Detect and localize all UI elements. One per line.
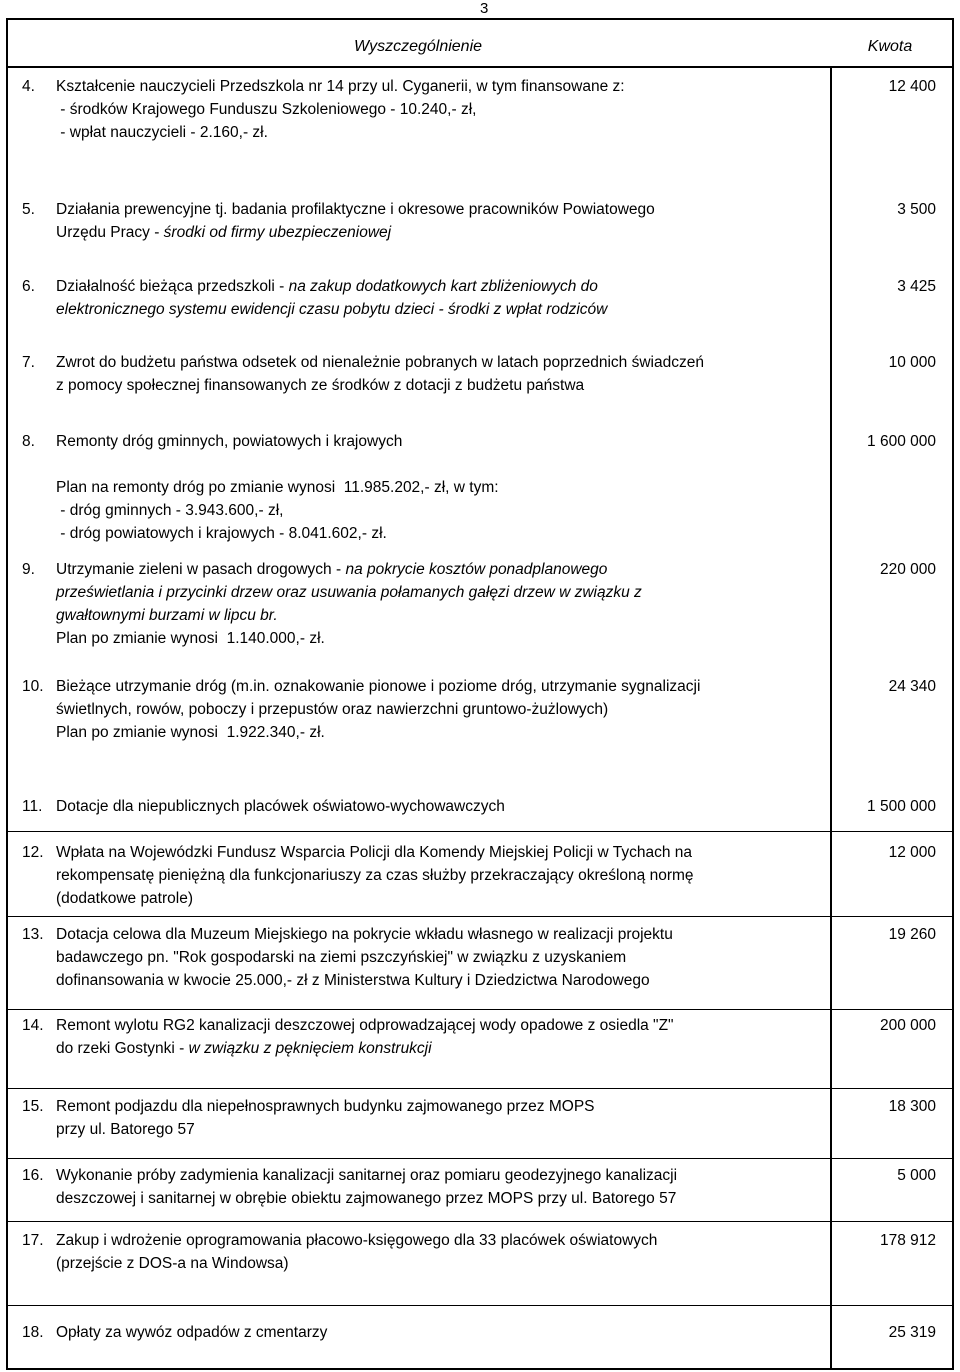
- row-number: 7.: [22, 354, 35, 371]
- text-segment: Kształcenie nauczycieli Przedszkola nr 14 przy ul. Cyganerii, w tym finansowane z:: [56, 78, 625, 95]
- description-line: [56, 923, 816, 946]
- row-description: [56, 558, 816, 650]
- row-amount: 3 425: [897, 278, 936, 295]
- row-description: [56, 923, 816, 992]
- row-amount: 10 000: [888, 354, 936, 371]
- table-row: [8, 278, 952, 353]
- description-line: [56, 581, 816, 604]
- text-segment: do rzeki Gostynki -: [56, 1040, 189, 1057]
- description-line: [56, 887, 816, 910]
- text-segment: - dróg powiatowych i krajowych - 8.041.602,- zł.: [56, 525, 387, 542]
- row-amount: 5 000: [897, 1167, 936, 1184]
- row-description: [56, 75, 816, 144]
- table-row: [8, 353, 952, 428]
- description-line: [56, 1252, 816, 1275]
- description-line: [56, 1037, 816, 1060]
- text-segment: środki od firmy ubezpieczeniowej: [163, 224, 392, 241]
- text-segment: przy ul. Batorego 57: [56, 1121, 195, 1138]
- text-segment: Opłaty za wywóz odpadów z cmentarzy: [56, 1324, 328, 1341]
- row-amount: 12 400: [888, 78, 936, 95]
- row-amount: 12 000: [888, 844, 936, 861]
- table-body: [8, 68, 952, 1370]
- table-row: [8, 68, 952, 208]
- row-description: [56, 198, 816, 244]
- description-line: [56, 1014, 816, 1037]
- table-row: [8, 1221, 952, 1306]
- row-number: 12.: [22, 844, 44, 861]
- text-segment: Działalność bieżąca przedszkoli -: [56, 278, 289, 295]
- row-description: [56, 1095, 816, 1141]
- description-line: [56, 627, 816, 650]
- table-row: [8, 201, 952, 278]
- description-line: [56, 721, 816, 744]
- row-description: [56, 430, 816, 545]
- text-segment: Działania prewencyjne tj. badania profilaktyczne i okresowe pracowników Powiatowego: [56, 201, 655, 218]
- text-segment: Dotacja celowa dla Muzeum Miejskiego na pokrycie wkładu własnego w realizacji projektu: [56, 926, 673, 943]
- row-amount: 24 340: [888, 678, 936, 695]
- text-segment: Remont podjazdu dla niepełnosprawnych budynku zajmowanego przez MOPS: [56, 1098, 595, 1115]
- text-segment: rekompensatę pieniężną dla funkcjonariuszy za czas służby przekraczający określoną normę: [56, 867, 694, 884]
- row-description: [56, 841, 816, 910]
- text-segment: Wpłata na Wojewódzki Fundusz Wsparcia Policji dla Komendy Miejskiej Policji w Tychach na: [56, 844, 693, 861]
- text-segment: Zakup i wdrożenie oprogramowania płacowo-księgowego dla 33 placówek oświatowych: [56, 1232, 658, 1249]
- row-number: 5.: [22, 201, 35, 218]
- table-row: [8, 1158, 952, 1222]
- description-line: [56, 351, 816, 374]
- description-line: [56, 1229, 816, 1252]
- description-line: [56, 499, 816, 522]
- row-number: 4.: [22, 78, 35, 95]
- text-segment: Utrzymanie zieleni w pasach drogowych -: [56, 561, 346, 578]
- table-row: [8, 667, 952, 775]
- row-amount: 3 500: [897, 201, 936, 218]
- description-line: [56, 198, 816, 221]
- text-segment: Plan po zmianie wynosi 1.922.340,- zł.: [56, 724, 325, 741]
- description-line: [56, 604, 816, 627]
- description-line: [56, 221, 816, 244]
- description-line: [56, 795, 816, 818]
- text-segment: deszczowej i sanitarnej w obrębie obiektu zajmowanego przez MOPS przy ul. Batorego 57: [56, 1190, 677, 1207]
- row-number: 9.: [22, 561, 35, 578]
- row-description: [56, 1229, 816, 1275]
- text-segment: elektronicznego systemu ewidencji czasu pobytu dzieci - środki z wpłat rodziców: [56, 301, 608, 318]
- text-segment: na zakup dodatkowych kart zbliżeniowych do: [288, 278, 598, 295]
- text-segment: - środków Krajowego Funduszu Szkoleniowego - 10.240,- zł,: [56, 101, 477, 118]
- row-description: [56, 675, 816, 744]
- row-amount: 1 500 000: [867, 798, 936, 815]
- text-segment: badawczego pn. "Rok gospodarski na ziemi pszczyńskiej" w związku z uzyskaniem: [56, 949, 627, 966]
- row-amount: 178 912: [879, 1232, 936, 1249]
- row-description: [56, 1321, 816, 1344]
- text-segment: prześwietlania i przycinki drzew oraz usuwania połamanych gałęzi drzew w związku z: [56, 584, 642, 601]
- table-header: [8, 20, 952, 68]
- row-number: 17.: [22, 1232, 44, 1249]
- description-line: [56, 98, 816, 121]
- row-description: [56, 351, 816, 397]
- description-line: [56, 298, 816, 321]
- row-number: 13.: [22, 926, 44, 943]
- row-number: 10.: [22, 678, 44, 695]
- row-description: [56, 1164, 816, 1210]
- text-segment: w związku z pęknięciem konstrukcji: [188, 1040, 432, 1057]
- description-line: [56, 698, 816, 721]
- text-segment: - dróg gminnych - 3.943.600,- zł,: [56, 502, 284, 519]
- text-segment: Remont wylotu RG2 kanalizacji deszczowej odprowadzającej wody opadowe z osiedla "Z": [56, 1017, 674, 1034]
- page-number: 3: [480, 0, 489, 17]
- table-row: [8, 775, 952, 832]
- row-number: 15.: [22, 1098, 44, 1115]
- text-segment: - wpłat nauczycieli - 2.160,- zł.: [56, 124, 268, 141]
- row-description: [56, 275, 816, 321]
- description-line: [56, 75, 816, 98]
- expenditure-table: [6, 18, 954, 1370]
- text-segment: Dotacje dla niepublicznych placówek oświatowo-wychowawczych: [56, 798, 505, 815]
- text-segment: z pomocy społecznej finansowanych ze środków z dotacji z budżetu państwa: [56, 377, 585, 394]
- text-segment: (dodatkowe patrole): [56, 890, 193, 907]
- description-line: [56, 121, 816, 144]
- description-line: [56, 430, 816, 453]
- row-amount: 220 000: [879, 561, 936, 578]
- text-segment: na pokrycie kosztów ponadplanowego: [345, 561, 608, 578]
- text-segment: świetlnych, rowów, poboczy i przepustów oraz nawierzchni gruntowo-żużlowych): [56, 701, 609, 718]
- table-row: [8, 831, 952, 917]
- description-line: [56, 558, 816, 581]
- description-line: [56, 374, 816, 397]
- row-number: 11.: [22, 798, 43, 815]
- header-description: Wyszczególnienie: [353, 38, 483, 55]
- description-line: [56, 522, 816, 545]
- table-row: [8, 558, 952, 667]
- description-line: [56, 275, 816, 298]
- row-number: 18.: [22, 1324, 44, 1341]
- description-line: [56, 864, 816, 887]
- text-segment: Urzędu Pracy -: [56, 224, 164, 241]
- description-line: [56, 1095, 816, 1118]
- description-line: [56, 969, 816, 992]
- description-line: [56, 675, 816, 698]
- description-line: [56, 841, 816, 864]
- text-segment: Zwrot do budżetu państwa odsetek od nienależnie pobranych w latach poprzednich świadczeń: [56, 354, 704, 371]
- row-number: 8.: [22, 433, 35, 450]
- row-description: [56, 795, 816, 818]
- row-description: [56, 1014, 816, 1060]
- text-segment: Wykonanie próby zadymienia kanalizacji sanitarnej oraz pomiaru geodezyjnego kanalizacji: [56, 1167, 678, 1184]
- row-amount: 18 300: [888, 1098, 936, 1115]
- row-number: 14.: [22, 1017, 44, 1034]
- row-number: 16.: [22, 1167, 44, 1184]
- table-row: [8, 916, 952, 1010]
- table-row: [8, 1088, 952, 1159]
- description-line: [56, 1118, 816, 1141]
- row-number: 6.: [22, 278, 35, 295]
- table-row: [8, 1009, 952, 1089]
- description-line: [56, 453, 816, 476]
- text-segment: dofinansowania w kwocie 25.000,- zł z Ministerstwa Kultury i Dziedzictwa Narodowego: [56, 972, 650, 989]
- description-line: [56, 1321, 816, 1344]
- description-line: [56, 476, 816, 499]
- row-amount: 1 600 000: [867, 433, 936, 450]
- text-segment: gwałtownymi burzami w lipcu br.: [56, 607, 278, 624]
- text-segment: Plan na remonty dróg po zmianie wynosi 11.985.202,- zł, w tym:: [56, 479, 499, 496]
- row-amount: 19 260: [888, 926, 936, 943]
- description-line: [56, 946, 816, 969]
- table-row: [8, 428, 952, 558]
- text-segment: Remonty dróg gminnych, powiatowych i krajowych: [56, 433, 403, 450]
- text-segment: Plan po zmianie wynosi 1.140.000,- zł.: [56, 630, 325, 647]
- description-line: [56, 1187, 816, 1210]
- row-amount: 200 000: [879, 1017, 936, 1034]
- description-line: [56, 1164, 816, 1187]
- header-amount: Kwota: [867, 38, 913, 55]
- table-row: [8, 1305, 952, 1368]
- text-segment: Bieżące utrzymanie dróg (m.in. oznakowanie pionowe i poziome dróg, utrzymanie sygnalizacji: [56, 678, 701, 695]
- text-segment: (przejście z DOS-a na Windowsa): [56, 1255, 289, 1272]
- row-amount: 25 319: [888, 1324, 936, 1341]
